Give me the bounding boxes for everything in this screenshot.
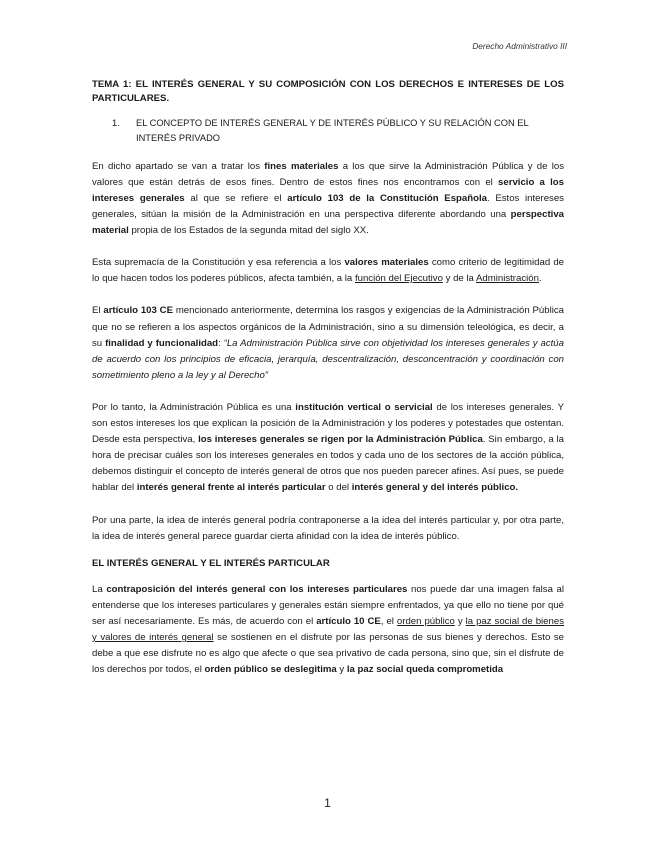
p3-text-3: : xyxy=(218,337,224,349)
p6-bold-3: orden público se deslegitima xyxy=(204,664,337,676)
p1-text-3: al que se refiere el xyxy=(184,193,288,204)
p1-text-4: . Estos intereses generales, sitúan la misión de la Administración en una perspectiva diferente abordando una xyxy=(92,193,564,221)
p4-bold-4: interés general y del interés público. xyxy=(351,482,519,494)
p6-bold-1: contraposición del interés general con los intereses particulares xyxy=(106,583,408,595)
subheading-text: EL CONCEPTO DE INTERÉS GENERAL Y DE INTERÉS PÚBLICO Y SU RELACIÓN CON EL INTERÉS PRIVADO xyxy=(136,118,529,143)
chapter-title: TEMA 1: EL INTERÉS GENERAL Y SU COMPOSICIÓN CON LOS DERECHOS E INTERESES DE LOS PARTICULARES. xyxy=(92,79,564,105)
p2-bold-1: valores materiales xyxy=(344,257,429,269)
p4-bold-1: institución vertical o servicial xyxy=(295,401,433,413)
p4-text-3: . Sin embargo, a la hora de precisar cuáles son los intereses generales en todos y cada uno de los sectores de la acción pública, debemos distinguir el concepto de interés general de otros que nos pueden parecer afines. Así pues, se puede hablar del xyxy=(92,434,564,494)
p4-text-1: Por lo tanto, la Administración Pública es una xyxy=(92,401,296,413)
p6-text-6: y xyxy=(336,664,347,676)
p6-text-3: , el xyxy=(380,615,397,627)
p3-text-1: El xyxy=(92,305,104,317)
p1-bold-4: perspectiva material xyxy=(92,209,564,237)
p2-text-1: Esta supremacía de la Constitución y esa referencia a los xyxy=(92,257,345,269)
paragraph-6 xyxy=(92,582,564,679)
p3-bold-1: artículo 103 CE xyxy=(103,305,173,317)
page-number: 1 xyxy=(324,796,331,810)
p3-text-2: mencionado anteriormente, determina los rasgos y exigencias de la Administración Pública que no se refieren a los aspectos orgánicos de la Administración, sino a su dimensión teleológica, es decir, a su xyxy=(92,305,564,349)
p1-text-5: propia de los Estados de la segunda mitad del siglo XX. xyxy=(128,225,369,237)
running-header: Derecho Administrativo III xyxy=(472,41,567,51)
p6-text-5: se sostienen en el disfrute por las personas de sus bienes y derechos. Esto se debe a que ese disfrute no es algo que afecte o que sea privativo de cada persona, sino que, sin el disfrute de los derechos por todos, el xyxy=(92,632,564,676)
p2-underline-1: función del Ejecutivo xyxy=(354,273,443,285)
p2-text-4: . xyxy=(538,273,542,285)
p2-text-2: como criterio de legitimidad de lo que hacen todos los poderes públicos, afecta también, a la xyxy=(92,257,564,285)
p6-text-1: La xyxy=(92,583,107,595)
p2-text-3: y de la xyxy=(442,273,477,285)
p6-underline-1: orden público xyxy=(396,615,455,627)
p6-text-2: nos puede dar una imagen falsa al entenderse que los intereses particulares y generales están siempre enfrentados, ya que ello no tiene por qué ser así necesariamente. Es más, de acuerdo con el xyxy=(92,583,565,627)
p1-text-2: a los que sirve la Administración Pública y de los valores que están detrás de esos fines. Dentro de estos fines nos encontramos con el xyxy=(92,160,565,188)
p1-bold-2: servicio a los intereses generales xyxy=(92,176,564,204)
p1-text-1: En dicho apartado se van a tratar los xyxy=(92,160,265,172)
section-heading: EL INTERÉS GENERAL Y EL INTERÉS PARTICULAR xyxy=(92,557,330,569)
p4-bold-2: los intereses generales se rigen por la Administración Pública xyxy=(198,434,483,446)
paragraph-2 xyxy=(92,255,564,287)
p6-underline-2: la paz social de bienes y valores de interés general xyxy=(92,615,564,644)
p2-underline-2: Administración xyxy=(476,273,539,285)
p4-text-2: de los intereses generales. Y son estos intereses los que explican la posición de la Administración y los poderes y potestades que ostentan. Desde esta perspectiva, xyxy=(92,401,564,446)
p4-bold-3: interés general frente al interés particular xyxy=(136,482,326,494)
paragraph-4 xyxy=(92,400,564,497)
p6-bold-4: la paz social queda comprometida xyxy=(346,664,504,676)
subheading-number: 1. xyxy=(112,118,120,129)
paragraph-1 xyxy=(92,159,564,239)
p3-quote: “La Administración Pública sirve con objetividad los intereses generales y actúa de acuerdo con los principios de eficacia, jerarquía, descentralización, desconcentración y coordinación con sometimiento pleno a la ley y al Derecho” xyxy=(92,337,564,381)
paragraph-5: Por una parte, la idea de interés general podría contraponerse a la idea del interés particular y, por otra parte, la idea de interés general parece guardar cierta afinidad con la idea de interés público. xyxy=(92,514,564,542)
p4-text-4: o del xyxy=(325,482,352,494)
paragraph-3 xyxy=(92,303,564,383)
p3-bold-2: finalidad y funcionalidad xyxy=(105,337,219,349)
p1-bold-1: fines materiales xyxy=(264,160,339,172)
p6-bold-2: artículo 10 CE xyxy=(316,615,381,627)
p6-text-4: y xyxy=(454,615,466,627)
section-subheading xyxy=(112,116,564,144)
p1-bold-3: artículo 103 de la Constitución Española xyxy=(287,193,487,204)
page-content xyxy=(92,78,564,694)
